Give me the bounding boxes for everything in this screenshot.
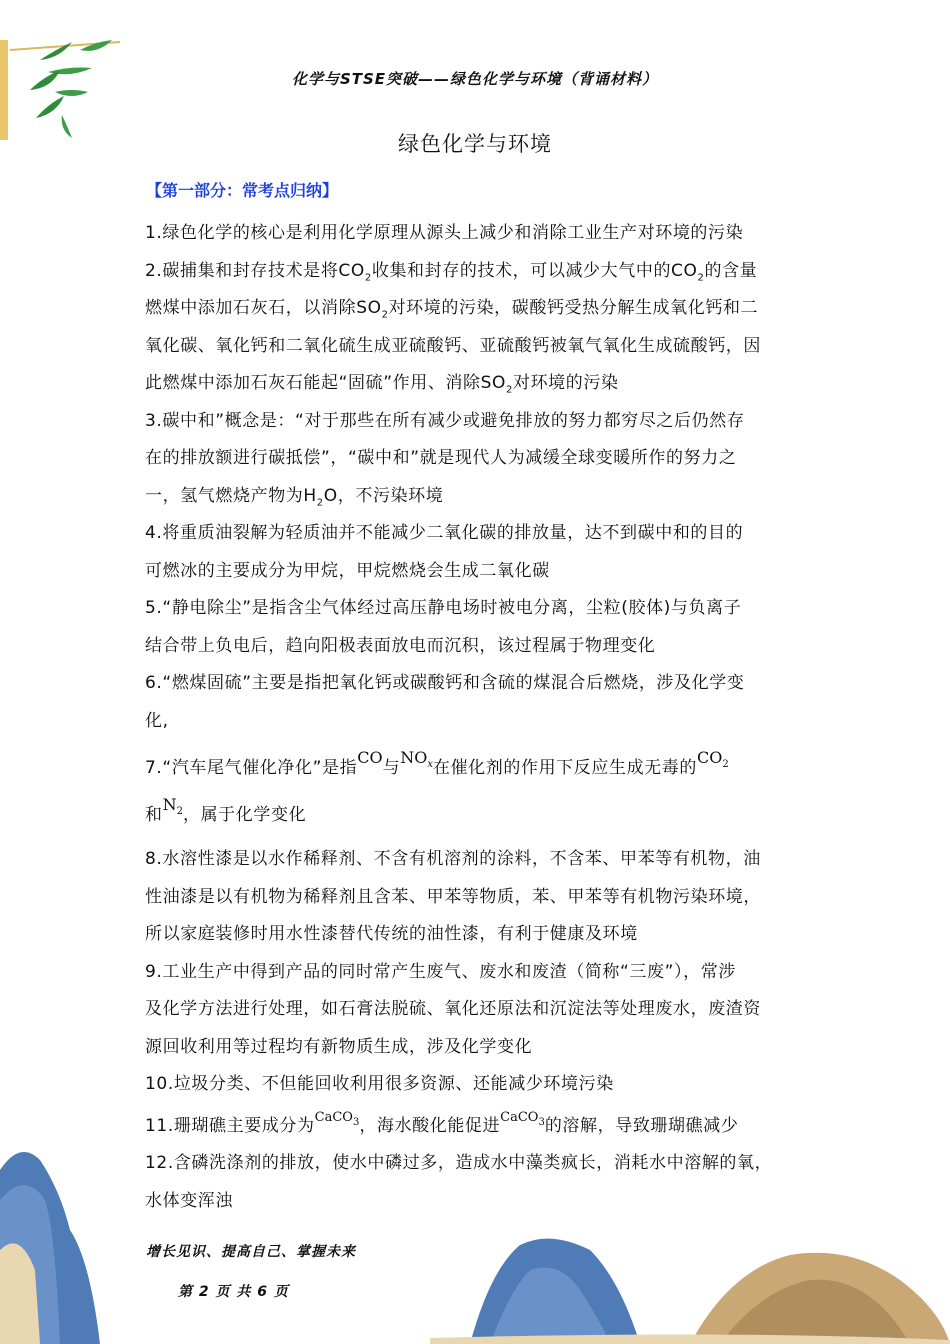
text-line: 4.将重质油裂解为轻质油并不能减少二氧化碳的排放量，达不到碳中和的目的 [145, 523, 744, 543]
text-line: 结合带上负电后，趋向阳极表面放电而沉积，该过程属于物理变化 [145, 635, 656, 656]
page-number: 第 2 页 共 6 页 [178, 1284, 289, 1300]
formula-co2: $CO_2$ [696, 748, 729, 770]
text-line: 11.珊瑚礁主要成分为$^{CaCO_3}$，海水酸化能促进$^{CaCO_3}$的溶解，导致珊瑚礁减少 [145, 1109, 739, 1136]
text-line: 所以家庭装修时用水性漆替代传统的油性漆，有利于健康及环境 [145, 924, 638, 944]
text-line: 1.绿色化学的核心是利用化学原理从源头上减少和消除工业生产对环境的污染 [145, 223, 744, 243]
text-line: 12.含磷洗涤剂的排放，使水中磷过多，造成水中藻类疯长，消耗水中溶解的氧， [145, 1153, 773, 1173]
document-header: 化学与STSE突破——绿色化学与环境（背诵材料） [291, 70, 659, 88]
mountain-decoration-right [430, 1230, 950, 1344]
section-heading: 【第一部分：常考点归纳】 [146, 181, 339, 200]
formula-co: CO [357, 748, 383, 767]
text-line: 9.工业生产中得到产品的同时常产生废气、废水和废渣（简称“三废”），常涉 [145, 961, 736, 982]
text-line: 8.水溶性漆是以水作稀释剂、不含有机溶剂的涂料，不含苯、甲苯等有机物，油 [145, 849, 761, 869]
text-line: 一，氢气燃烧产物为$H_2O$，不污染环境 [145, 485, 444, 508]
text-line: 化, [145, 710, 169, 731]
text-line: 10.垃圾分类、不但能回收利用很多资源、还能减少环境污染 [145, 1074, 614, 1094]
formula-caco3: CaCO3 [314, 1109, 360, 1128]
mountain-decoration-left [0, 1130, 130, 1344]
page-title: 绿色化学与环境 [398, 132, 552, 156]
text-line: 3.碳中和”概念是：“对于那些在所有减少或避免排放的努力都穷尽之后仍然存 [145, 410, 745, 431]
text-line: 燃煤中添加石灰石，以消除$SO_2$对环境的污染，碳酸钙受热分解生成氧化钙和二 [145, 298, 759, 321]
text-line: 性油漆是以有机物为稀释剂且含苯、甲苯等物质，苯、甲苯等有机物污染环境， [145, 886, 761, 907]
text-line: 6.“燃煤固硫”主要是指把氧化钙或碳酸钙和含硫的煤混合后燃烧，涉及化学变 [145, 673, 745, 693]
text-line: 在的排放额进行碳抵偿”，“碳中和”就是现代人为减缓全球变暖所作的努力之 [145, 448, 737, 468]
document-body [145, 215, 810, 1220]
formula-nox: $NO_x$ [400, 748, 433, 770]
formula-n2: $N_2$ [162, 795, 183, 817]
text-line: 5.“静电除尘”是指含尘气体经过高压静电场时被电分离，尘粒(胶体)与负离子 [145, 598, 742, 618]
text-line: 和$N_2$，属于化学变化 [145, 795, 307, 825]
footer-motto: 增长见识、提高自己、掌握未来 [146, 1244, 356, 1260]
text-line: 2.碳捕集和封存技术是将$CO_2$收集和封存的技术，可以减少大气中的$CO_2$的含量 [145, 260, 758, 283]
text-line: 此燃煤中添加石灰石能起“固硫”作用、消除$SO_2$对环境的污染 [145, 373, 619, 396]
text-line: 氧化碳、氧化钙和二氧化硫生成亚硫酸钙、亚硫酸钙被氧气氧化生成硫酸钙，因 [145, 335, 761, 356]
text-line: 及化学方法进行处理，如石膏法脱硫、氧化还原法和沉淀法等处理废水，废渣资 [145, 999, 761, 1019]
text-line: 可燃冰的主要成分为甲烷，甲烷燃烧会生成二氧化碳 [145, 560, 550, 581]
text-line: 源回收利用等过程均有新物质生成，涉及化学变化 [145, 1036, 533, 1057]
text-line: 水体变浑浊 [145, 1190, 233, 1211]
text-line: 7.“汽车尾气催化净化”是指CO与$NO_x$在催化剂的作用下反应生成无毒的$CO_2$ [145, 748, 729, 778]
formula-caco3: CaCO3 [500, 1109, 545, 1128]
